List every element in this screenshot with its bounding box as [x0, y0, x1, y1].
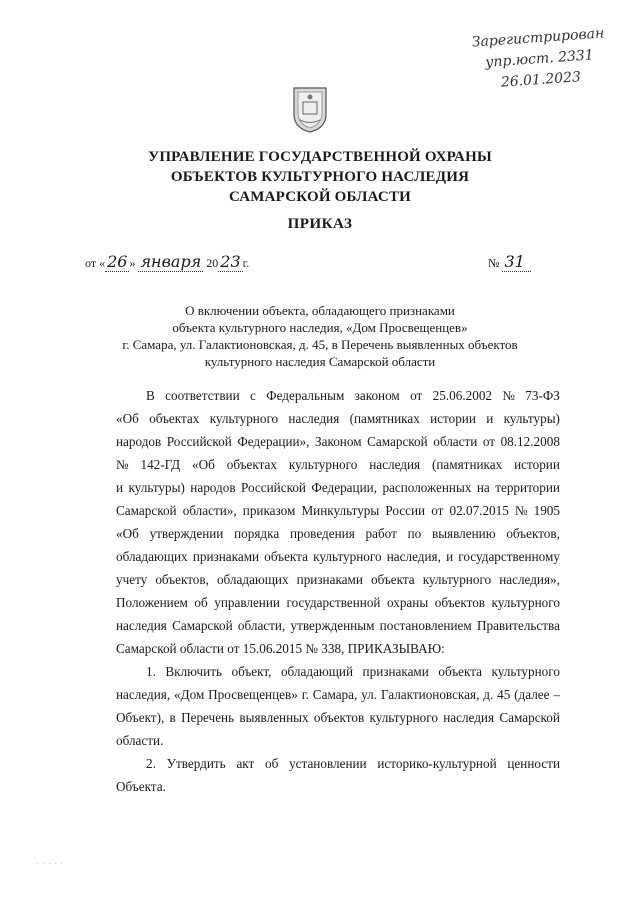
body-line: наследия Самарской области, утвержденным постановлением Правительства [116, 618, 560, 633]
registration-note-line: упр.юст. 2331 [484, 47, 595, 71]
order-subject [110, 302, 530, 370]
date-year-suffix: 23 [220, 252, 241, 271]
body-line: области. [116, 733, 164, 748]
body-line: Объекта. [116, 779, 166, 794]
registration-handwritten-note [450, 22, 629, 97]
scan-footer-mark: · · · · · [36, 860, 64, 868]
body-line: Самарской области от 15.06.2015 № 338, ПРИКАЗЫВАЮ: [116, 641, 445, 656]
authority-line: САМАРСКОЙ ОБЛАСТИ [228, 189, 412, 205]
registration-note-line: Зарегистрирован [471, 25, 605, 51]
body-line: Объект), в Перечень выявленных объектов культурного наследия Самарской [116, 710, 560, 725]
body-line: Положением об управлении государственной охраны объектов культурного [116, 595, 560, 610]
body-line: учету объектов, обладающих признаками объекта культурного наследия», [116, 572, 560, 587]
date-month: января [140, 252, 202, 271]
authority-line: УПРАВЛЕНИЕ ГОСУДАРСТВЕННОЙ ОХРАНЫ [148, 149, 492, 165]
date-day: 26 [107, 252, 128, 271]
body-line: Самарской области», приказом Минкультуры России от 02.07.2015 № 1905 [116, 503, 560, 518]
order-body [116, 384, 560, 798]
body-line: обладающих признаками объекта культурного наследия, и государственному [116, 549, 560, 564]
date-g: г. [242, 256, 250, 270]
subject-line: культурного наследия Самарской области [204, 354, 436, 369]
number-value: 31 [502, 252, 530, 272]
authority-line: ОБЪЕКТОВ КУЛЬТУРНОГО НАСЛЕДИЯ [170, 169, 470, 185]
body-line: и культуры) народов Российской Федерации, расположенных на территории [116, 480, 560, 495]
subject-line: объекта культурного наследия, «Дом Просвещенцев» [172, 320, 468, 335]
registration-note-line: 26.01.2023 [500, 69, 582, 91]
subject-line: О включении объекта, обладающего признаками [185, 303, 455, 318]
document-type-title: ПРИКАЗ [287, 216, 353, 232]
body-line: наследия, «Дом Просвещенцев» г. Самара, ул. Галактионовская, д. 45 (далее – [116, 687, 560, 702]
number-label: № [488, 256, 500, 270]
body-line: В соответствии с Федеральным законом от 25.06.2002 № 73-ФЗ [146, 388, 560, 403]
body-line: «Об утверждении порядка проведения работ по выявлению объектов, [116, 526, 560, 541]
body-line: народов Российской Федерации», Законом Самарской области от 08.12.2008 [116, 434, 560, 449]
subject-line: г. Самара, ул. Галактионовская, д. 45, в Перечень выявленных объектов [122, 337, 518, 352]
document-number [488, 252, 531, 271]
date-year-prefix: 20 [203, 256, 219, 270]
body-line: № 142-ГД «Об объектах культурного наследия (памятниках истории [116, 457, 560, 472]
date-mid: » [129, 256, 139, 270]
body-line-item-1: 1. Включить объект, обладающий признаками объекта культурного [146, 664, 560, 679]
document-date [85, 252, 249, 271]
date-prefix: от « [85, 256, 106, 270]
coat-of-arms-icon [288, 84, 332, 134]
body-line-item-2: 2. Утвердить акт об установлении историко-культурной ценности [146, 756, 560, 771]
issuing-authority [100, 147, 540, 207]
body-line: «Об объектах культурного наследия (памятниках истории и культуры) [116, 411, 560, 426]
